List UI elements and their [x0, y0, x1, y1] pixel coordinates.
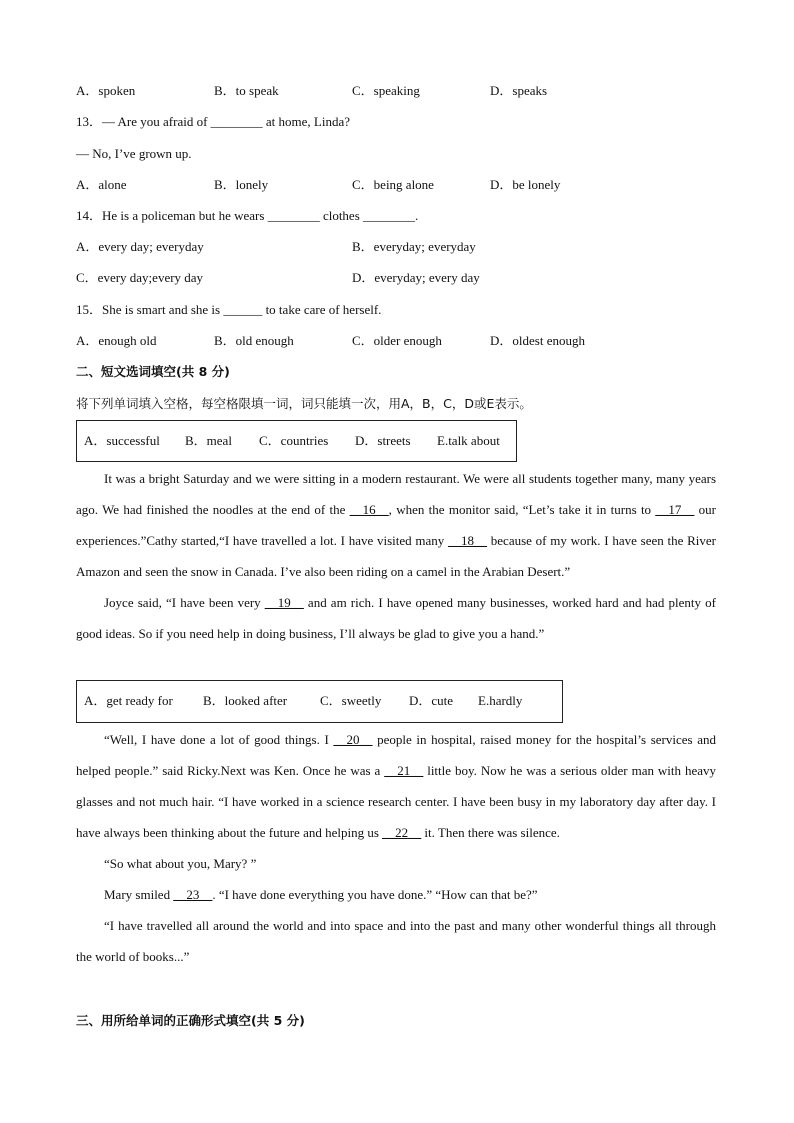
word-box-1-item-c: C．countries: [259, 433, 329, 448]
q12-option-d: D．speaks: [490, 83, 548, 98]
blank-18[interactable]: __18__: [448, 533, 488, 548]
word-box-1-item-b: B．meal: [185, 433, 232, 448]
paragraph-5-text-1: Mary smiled: [104, 887, 174, 902]
q14-option-d: D．everyday; every day: [352, 270, 480, 285]
paragraph-3-text-4: it. Then there was silence.: [421, 825, 560, 840]
paragraph-3-text-3: little boy. Now he was a serious older man with heavy glasses and not much hair. “I have worked in a science research center. I have been busy in my laboratory day after day. I have always been thinking about the future and helping us: [76, 763, 717, 840]
q13-option-c: C．being alone: [352, 177, 434, 192]
blank-19[interactable]: __19__: [264, 595, 304, 610]
passage-part-1: [76, 463, 716, 649]
q13-option-a: A．alone: [76, 177, 127, 192]
q12-option-a: A．spoken: [76, 83, 136, 98]
q13-stem: 13．— Are you afraid of ________ at home, Linda?: [76, 114, 351, 129]
paragraph-1-text-2: , when the monitor said, “Let’s take it in turns to: [388, 502, 656, 517]
section3-title: 三、用所给单词的正确形式填空(共 5 分): [76, 1013, 305, 1028]
paragraph-5-text-2: . “I have done everything you have done.” “How can that be?”: [212, 887, 538, 902]
word-box-2-item-b: B．looked after: [203, 693, 288, 708]
paragraph-1-text-4: because of my work. I have seen the River Amazon and seen the snow in Canada. I’ve also been riding on a camel in the Arabian Desert.”: [76, 533, 716, 579]
word-box-1-item-d: D．streets: [355, 433, 411, 448]
q15-stem: 15．She is smart and she is ______ to take care of herself.: [76, 302, 382, 317]
word-box-1: [76, 420, 517, 462]
blank-16[interactable]: __16__: [349, 502, 389, 517]
blank-22[interactable]: __22__: [382, 825, 422, 840]
q13-option-b: B．lonely: [214, 177, 269, 192]
paragraph-2-text-2: and am rich. I have opened many businesses, worked hard and had plenty of good ideas. So if you need help in doing business, I’ll always be glad to give you a hand.”: [76, 595, 716, 641]
paragraph-1: [76, 463, 716, 587]
paragraph-2-text-1: Joyce said, “I have been very: [104, 595, 265, 610]
section2-instruction: 将下列单词填入空格，每空格限填一词，词只能填一次，用A，B，C，D或E表示。: [76, 396, 532, 411]
blank-17[interactable]: __17__: [655, 502, 695, 517]
passage-part-2: [76, 724, 716, 972]
word-box-2-item-c: C．sweetly: [320, 693, 382, 708]
q13-option-d: D．be lonely: [490, 177, 561, 192]
word-box-2-item-e: E.hardly: [478, 693, 523, 708]
q15-option-b: B．old enough: [214, 333, 294, 348]
section2-title: 二、短文选词填空(共 8 分): [76, 364, 230, 379]
paragraph-5: [76, 879, 716, 910]
word-box-2: [76, 680, 563, 723]
paragraph-1-text-1: It was a bright Saturday and we were sitting in a modern restaurant. We were all students together many, many years ago. We had finished the noodles at the end of the: [76, 471, 716, 517]
paragraph-3: [76, 724, 716, 848]
word-box-2-item-a: A．get ready for: [84, 693, 173, 708]
q14-option-b: B．everyday; everyday: [352, 239, 476, 254]
paragraph-4: “So what about you, Mary? ”: [104, 856, 257, 871]
q12-option-c: C．speaking: [352, 83, 420, 98]
paragraph-2: [76, 587, 716, 649]
paragraph-3-text-2: people in hospital, raised money for the hospital’s services and helped people.” said Ricky.Next was Ken. Once he was a: [76, 732, 716, 778]
blank-20[interactable]: __20__: [333, 732, 373, 747]
q12-option-b: B．to speak: [214, 83, 279, 98]
q14-stem: 14．He is a policeman but he wears ________ clothes ________.: [76, 208, 419, 223]
blank-21[interactable]: __21__: [384, 763, 424, 778]
q14-option-c: C．every day;every day: [76, 270, 204, 285]
paragraph-1-text-3: our experiences.”Cathy started,“I have travelled a lot. I have visited many: [76, 502, 716, 548]
q15-option-c: C．older enough: [352, 333, 442, 348]
q14-option-a: A．every day; everyday: [76, 239, 204, 254]
q13-answer-line: — No, I’ve grown up.: [76, 146, 192, 161]
blank-23[interactable]: __23__: [173, 887, 213, 902]
paragraph-6: “I have travelled all around the world and into space and into the past and many other wonderful things all through the world of books...”: [76, 918, 716, 964]
q15-option-d: D．oldest enough: [490, 333, 585, 348]
paragraph-3-text-1: “Well, I have done a lot of good things. I: [104, 732, 334, 747]
q15-option-a: A．enough old: [76, 333, 157, 348]
word-box-2-item-d: D．cute: [409, 693, 454, 708]
word-box-1-item-a: A．successful: [84, 433, 160, 448]
word-box-1-item-e: E.talk about: [437, 433, 500, 448]
